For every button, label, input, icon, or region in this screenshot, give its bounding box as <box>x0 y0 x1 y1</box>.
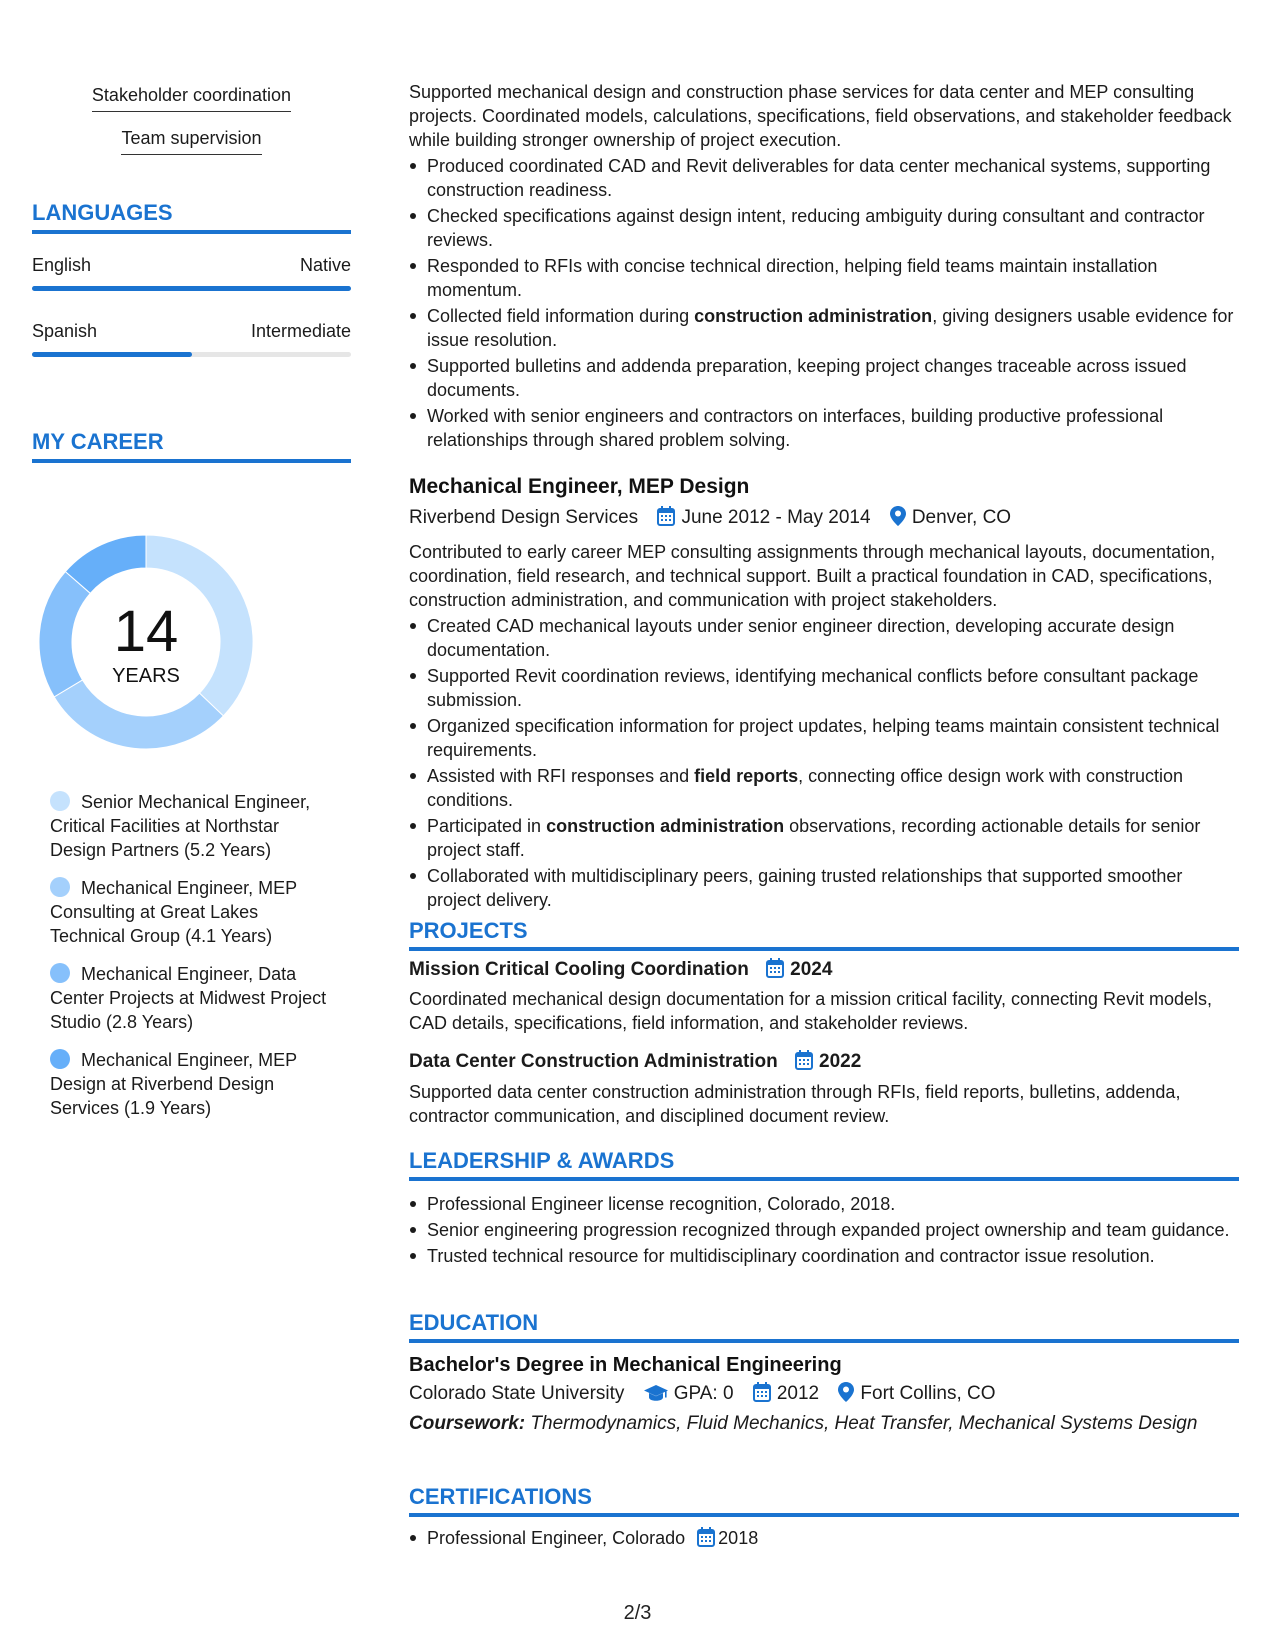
career-total-unit: YEARS <box>112 665 180 687</box>
calendar-icon <box>795 1050 813 1070</box>
location-pin-icon <box>890 506 906 526</box>
bullet-item: Supported Revit coordination reviews, identifying mechanical conflicts before consultant package submission. <box>409 664 1239 712</box>
job-location: Denver, CO <box>911 507 1012 528</box>
project-title: Data Center Construction Administration 2022 <box>409 1051 862 1072</box>
job-dates: June 2012 - May 2014 <box>681 507 871 528</box>
bullet-item: Organized specification information for project updates, helping teams maintain consistent technical requirements. <box>409 714 1239 762</box>
career-dot <box>50 963 70 983</box>
project-description: Supported data center construction administration through RFIs, field reports, bulletins, addenda, contractor communication, and disciplined document review. <box>409 1082 1181 1126</box>
bullet-item: Trusted technical resource for multidisciplinary coordination and contractor issue resolution. <box>409 1244 1239 1268</box>
career-legend-item: Mechanical Engineer, MEP Consulting at Great Lakes Technical Group (4.1 Years) <box>50 878 297 946</box>
projects-heading: PROJECTS <box>409 918 1239 951</box>
degree-title: Bachelor's Degree in Mechanical Engineering <box>409 1354 842 1376</box>
language-bar-fill <box>32 286 351 291</box>
bullet-item: Checked specifications against design intent, reducing ambiguity during consultant and contractor reviews. <box>409 204 1239 252</box>
career-total-years: 14 <box>113 599 179 664</box>
skill-tag: Stakeholder coordination <box>32 84 351 112</box>
job-summary: Supported mechanical design and construction phase services for data center and MEP consulting projects. Coordinated models, calculations, specifications, field observations, and stakeholder feedback while building stronger ownership of project execution. <box>409 82 1232 150</box>
career-dot <box>50 877 70 897</box>
language-bar-fill <box>32 352 192 357</box>
bullet-item: Professional Engineer, Colorado 2018 <box>409 1526 1239 1550</box>
career-heading: MY CAREER <box>32 429 351 463</box>
bullet-item: Professional Engineer license recognition, Colorado, 2018. <box>409 1192 1239 1216</box>
languages-heading: LANGUAGES <box>32 200 351 234</box>
school-name: Colorado State University <box>409 1383 625 1404</box>
language-name: English <box>32 255 92 275</box>
project-description: Coordinated mechanical design documentation for a mission critical facility, connecting Revit models, CAD details, specifications, field information, and stakeholder reviews. <box>409 989 1213 1033</box>
bullet-item: Created CAD mechanical layouts under senior engineer direction, developing accurate design documentation. <box>409 614 1239 662</box>
job-meta <box>409 506 1239 530</box>
career-dot <box>50 1049 70 1069</box>
bullet-item: Produced coordinated CAD and Revit deliverables for data center mechanical systems, supporting construction readiness. <box>409 154 1239 202</box>
language-bar <box>32 352 351 357</box>
bullet-item: Collected field information during construction administration, giving designers usable evidence for issue resolution. <box>409 304 1239 352</box>
donut-slice-2 <box>54 680 223 749</box>
awards-heading: LEADERSHIP & AWARDS <box>409 1148 1239 1181</box>
graduation-cap-icon <box>644 1384 668 1402</box>
school-location: Fort Collins, CO <box>860 1383 996 1404</box>
certifications-heading: CERTIFICATIONS <box>409 1484 1239 1517</box>
career-legend-item: Mechanical Engineer, MEP Design at Riverbend Design Services (1.9 Years) <box>50 1050 297 1118</box>
bullet-item: Participated in construction administration observations, recording actionable details for senior project staff. <box>409 814 1239 862</box>
language-level: Native <box>299 255 351 275</box>
bullet-item: Worked with senior engineers and contractors on interfaces, building productive professional relationships through shared problem solving. <box>409 404 1239 452</box>
skill-tag: Team supervision <box>32 127 351 155</box>
education-meta <box>409 1382 1239 1406</box>
coursework: Coursework: Thermodynamics, Fluid Mechanics, Heat Transfer, Mechanical Systems Design <box>409 1413 1198 1434</box>
language-name: Spanish <box>32 321 98 341</box>
project-title: Mission Critical Cooling Coordination 2024 <box>409 959 833 980</box>
calendar-icon <box>753 1382 771 1402</box>
career-legend-item: Senior Mechanical Engineer, Critical Facilities at Northstar Design Partners (5.2 Years) <box>50 792 311 860</box>
career-dot <box>50 791 70 811</box>
job-bullets <box>409 614 1239 914</box>
calendar-icon <box>697 1527 715 1547</box>
awards-bullets <box>409 1192 1239 1270</box>
language-level: Intermediate <box>250 321 351 341</box>
bullet-item: Collaborated with multidisciplinary peers, gaining trusted relationships that supported smoother project delivery. <box>409 864 1239 912</box>
career-legend-item: Mechanical Engineer, Data Center Projects at Midwest Project Studio (2.8 Years) <box>50 964 327 1032</box>
page-number: 2/3 <box>623 1602 652 1624</box>
job-summary: Contributed to early career MEP consulting assignments through mechanical layouts, documentation, coordination, field research, and technical support. Built a practical foundation in CAD, specifications, construction administration, and communication with project stakeholders. <box>409 542 1216 610</box>
graduation-year: 2012 <box>776 1383 820 1404</box>
bullet-item: Assisted with RFI responses and field reports, connecting office design work with construction conditions. <box>409 764 1239 812</box>
location-pin-icon <box>838 1382 854 1402</box>
calendar-icon <box>657 506 675 526</box>
job-title: Mechanical Engineer, MEP Design <box>409 475 750 498</box>
bullet-item: Senior engineering progression recognized through expanded project ownership and team guidance. <box>409 1218 1239 1242</box>
bullet-item: Supported bulletins and addenda preparation, keeping project changes traceable across issued documents. <box>409 354 1239 402</box>
calendar-icon <box>766 958 784 978</box>
company-name: Riverbend Design Services <box>409 507 639 528</box>
gpa: GPA: 0 <box>673 1383 734 1404</box>
bullet-item: Responded to RFIs with concise technical direction, helping field teams maintain installation momentum. <box>409 254 1239 302</box>
language-bar <box>32 286 351 291</box>
job-bullets <box>409 154 1239 454</box>
certifications-bullets <box>409 1526 1239 1552</box>
education-heading: EDUCATION <box>409 1310 1239 1343</box>
